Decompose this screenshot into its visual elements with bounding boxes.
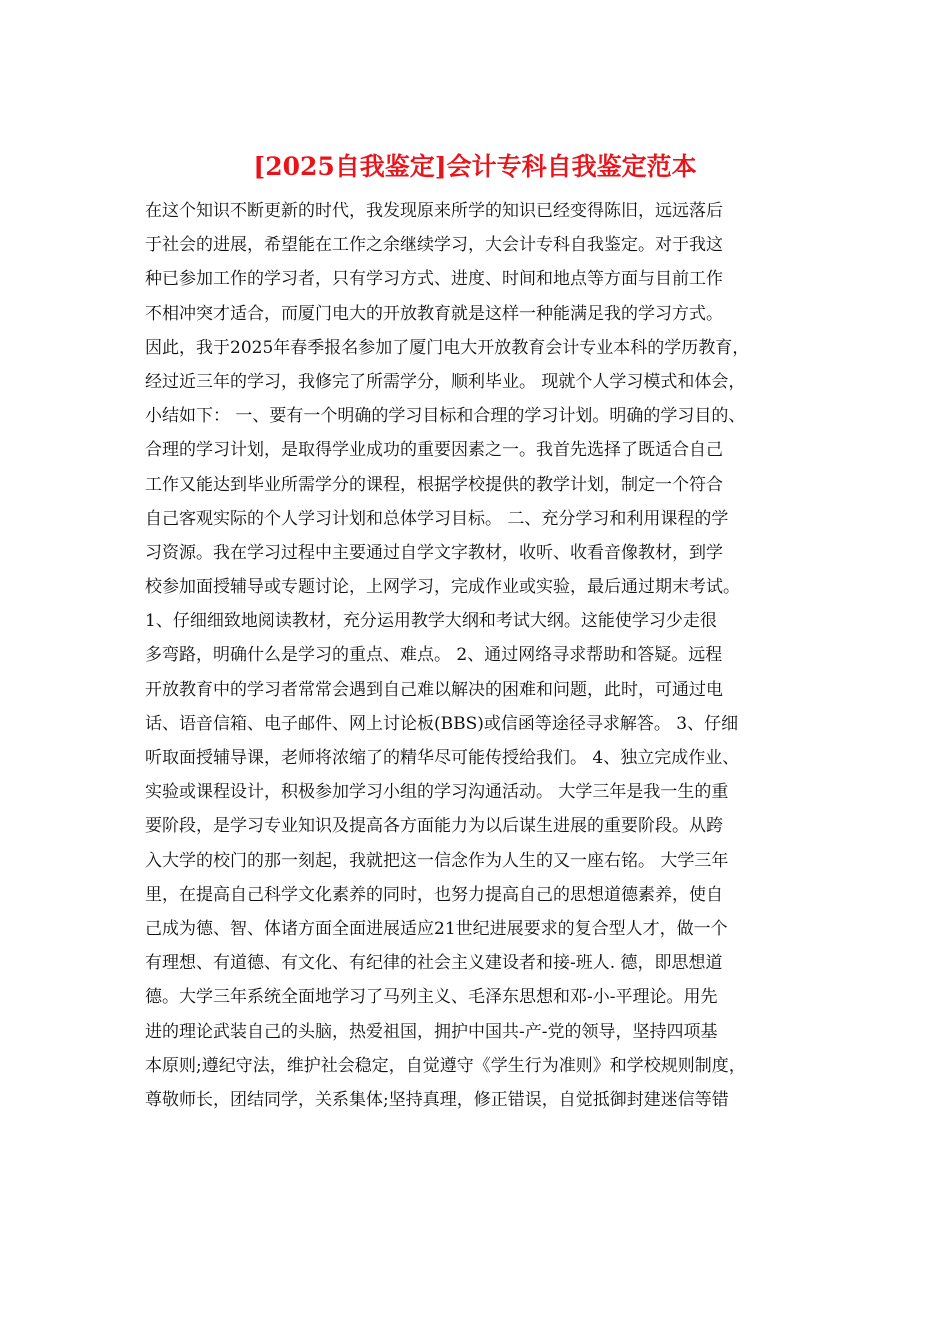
body-line: 听取面授辅导课，老师将浓缩了的精华尽可能传授给我们。 4、独立完成作业、 xyxy=(145,748,740,768)
body-line: 于社会的进展，希望能在工作之余继续学习，大会计专科自我鉴定。对于我这 xyxy=(145,235,723,256)
body-line: 不相冲突才适合，而厦门电大的开放教育就是这样一种能满足我的学习方式。 xyxy=(145,303,723,324)
body-line: 德。大学三年系统全面地学习了马列主义、毛泽东思想和邓-小-平理论。用先 xyxy=(145,987,718,1008)
body-line: 己成为德、智、体诸方面全面进展适应21世纪进展要求的复合型人才，做一个 xyxy=(145,918,728,939)
body-line: 种已参加工作的学习者，只有学习方式、进度、时间和地点等方面与目前工作 xyxy=(145,269,723,290)
body-line: 1、仔细细致地阅读教材，充分运用教学大纲和考试大纲。这能使学习少走很 xyxy=(145,611,717,632)
body-line: 要阶段，是学习专业知识及提高各方面能力为以后谋生进展的重要阶段。从跨 xyxy=(145,816,723,837)
document-title: [2025自我鉴定]会计专科自我鉴定范本 xyxy=(253,152,697,181)
body-line: 入大学的校门的那一刻起，我就把这一信念作为人生的又一座右铭。 大学三年 xyxy=(145,850,729,871)
body-line: 在这个知识不断更新的时代，我发现原来所学的知识已经变得陈旧，远远落后 xyxy=(145,201,723,221)
body-line: 实验或课程设计，积极参加学习小组的学习沟通活动。 大学三年是我一生的重 xyxy=(145,782,729,803)
body-line: 小结如下： 一、要有一个明确的学习目标和合理的学习计划。明确的学习目的、 xyxy=(145,406,746,427)
body-line: 合理的学习计划，是取得学业成功的重要因素之一。我首先选择了既适合自己 xyxy=(145,440,723,461)
body-line: 本原则;遵纪守法，维护社会稳定，自觉遵守《学生行为准则》和学校规则制度， xyxy=(145,1055,746,1076)
body-line: 有理想、有道德、有文化、有纪律的社会主义建设者和接-班人. 德，即思想道 xyxy=(145,953,723,974)
body-line: 自己客观实际的个人学习计划和总体学习目标。 二、充分学习和利用课程的学 xyxy=(145,508,729,529)
body-line: 因此，我于2025年春季报名参加了厦门电大开放教育会计专业本科的学历教育， xyxy=(145,337,750,358)
body-line: 经过近三年的学习，我修完了所需学分，顺利毕业。 现就个人学习模式和体会， xyxy=(145,371,746,392)
body-line: 校参加面授辅导或专题讨论，上网学习，完成作业或实验，最后通过期末考试。 xyxy=(145,577,740,598)
body-line: 里，在提高自己科学文化素养的同时，也努力提高自己的思想道德素养，使自 xyxy=(145,884,723,905)
body-line: 开放教育中的学习者常常会遇到自己难以解决的困难和问题，此时，可通过电 xyxy=(145,679,723,700)
body-line: 话、语音信箱、电子邮件、网上讨论板(BBS)或信函等途径寻求解答。 3、仔细 xyxy=(145,713,739,734)
body-line: 多弯路，明确什么是学习的重点、难点。 2、通过网络寻求帮助和答疑。远程 xyxy=(145,645,723,666)
document-body xyxy=(145,194,815,1117)
body-line: 尊敬师长，团结同学，关系集体;坚持真理，修正错误，自觉抵御封建迷信等错 xyxy=(145,1089,729,1110)
body-line: 习资源。我在学习过程中主要通过自学文字教材，收听、收看音像教材，到学 xyxy=(145,542,723,563)
body-line: 工作又能达到毕业所需学分的课程，根据学校提供的教学计划，制定一个符合 xyxy=(145,474,723,495)
body-line: 进的理论武装自己的头脑，热爱祖国，拥护中国共-产-党的领导，坚持四项基 xyxy=(145,1021,718,1042)
